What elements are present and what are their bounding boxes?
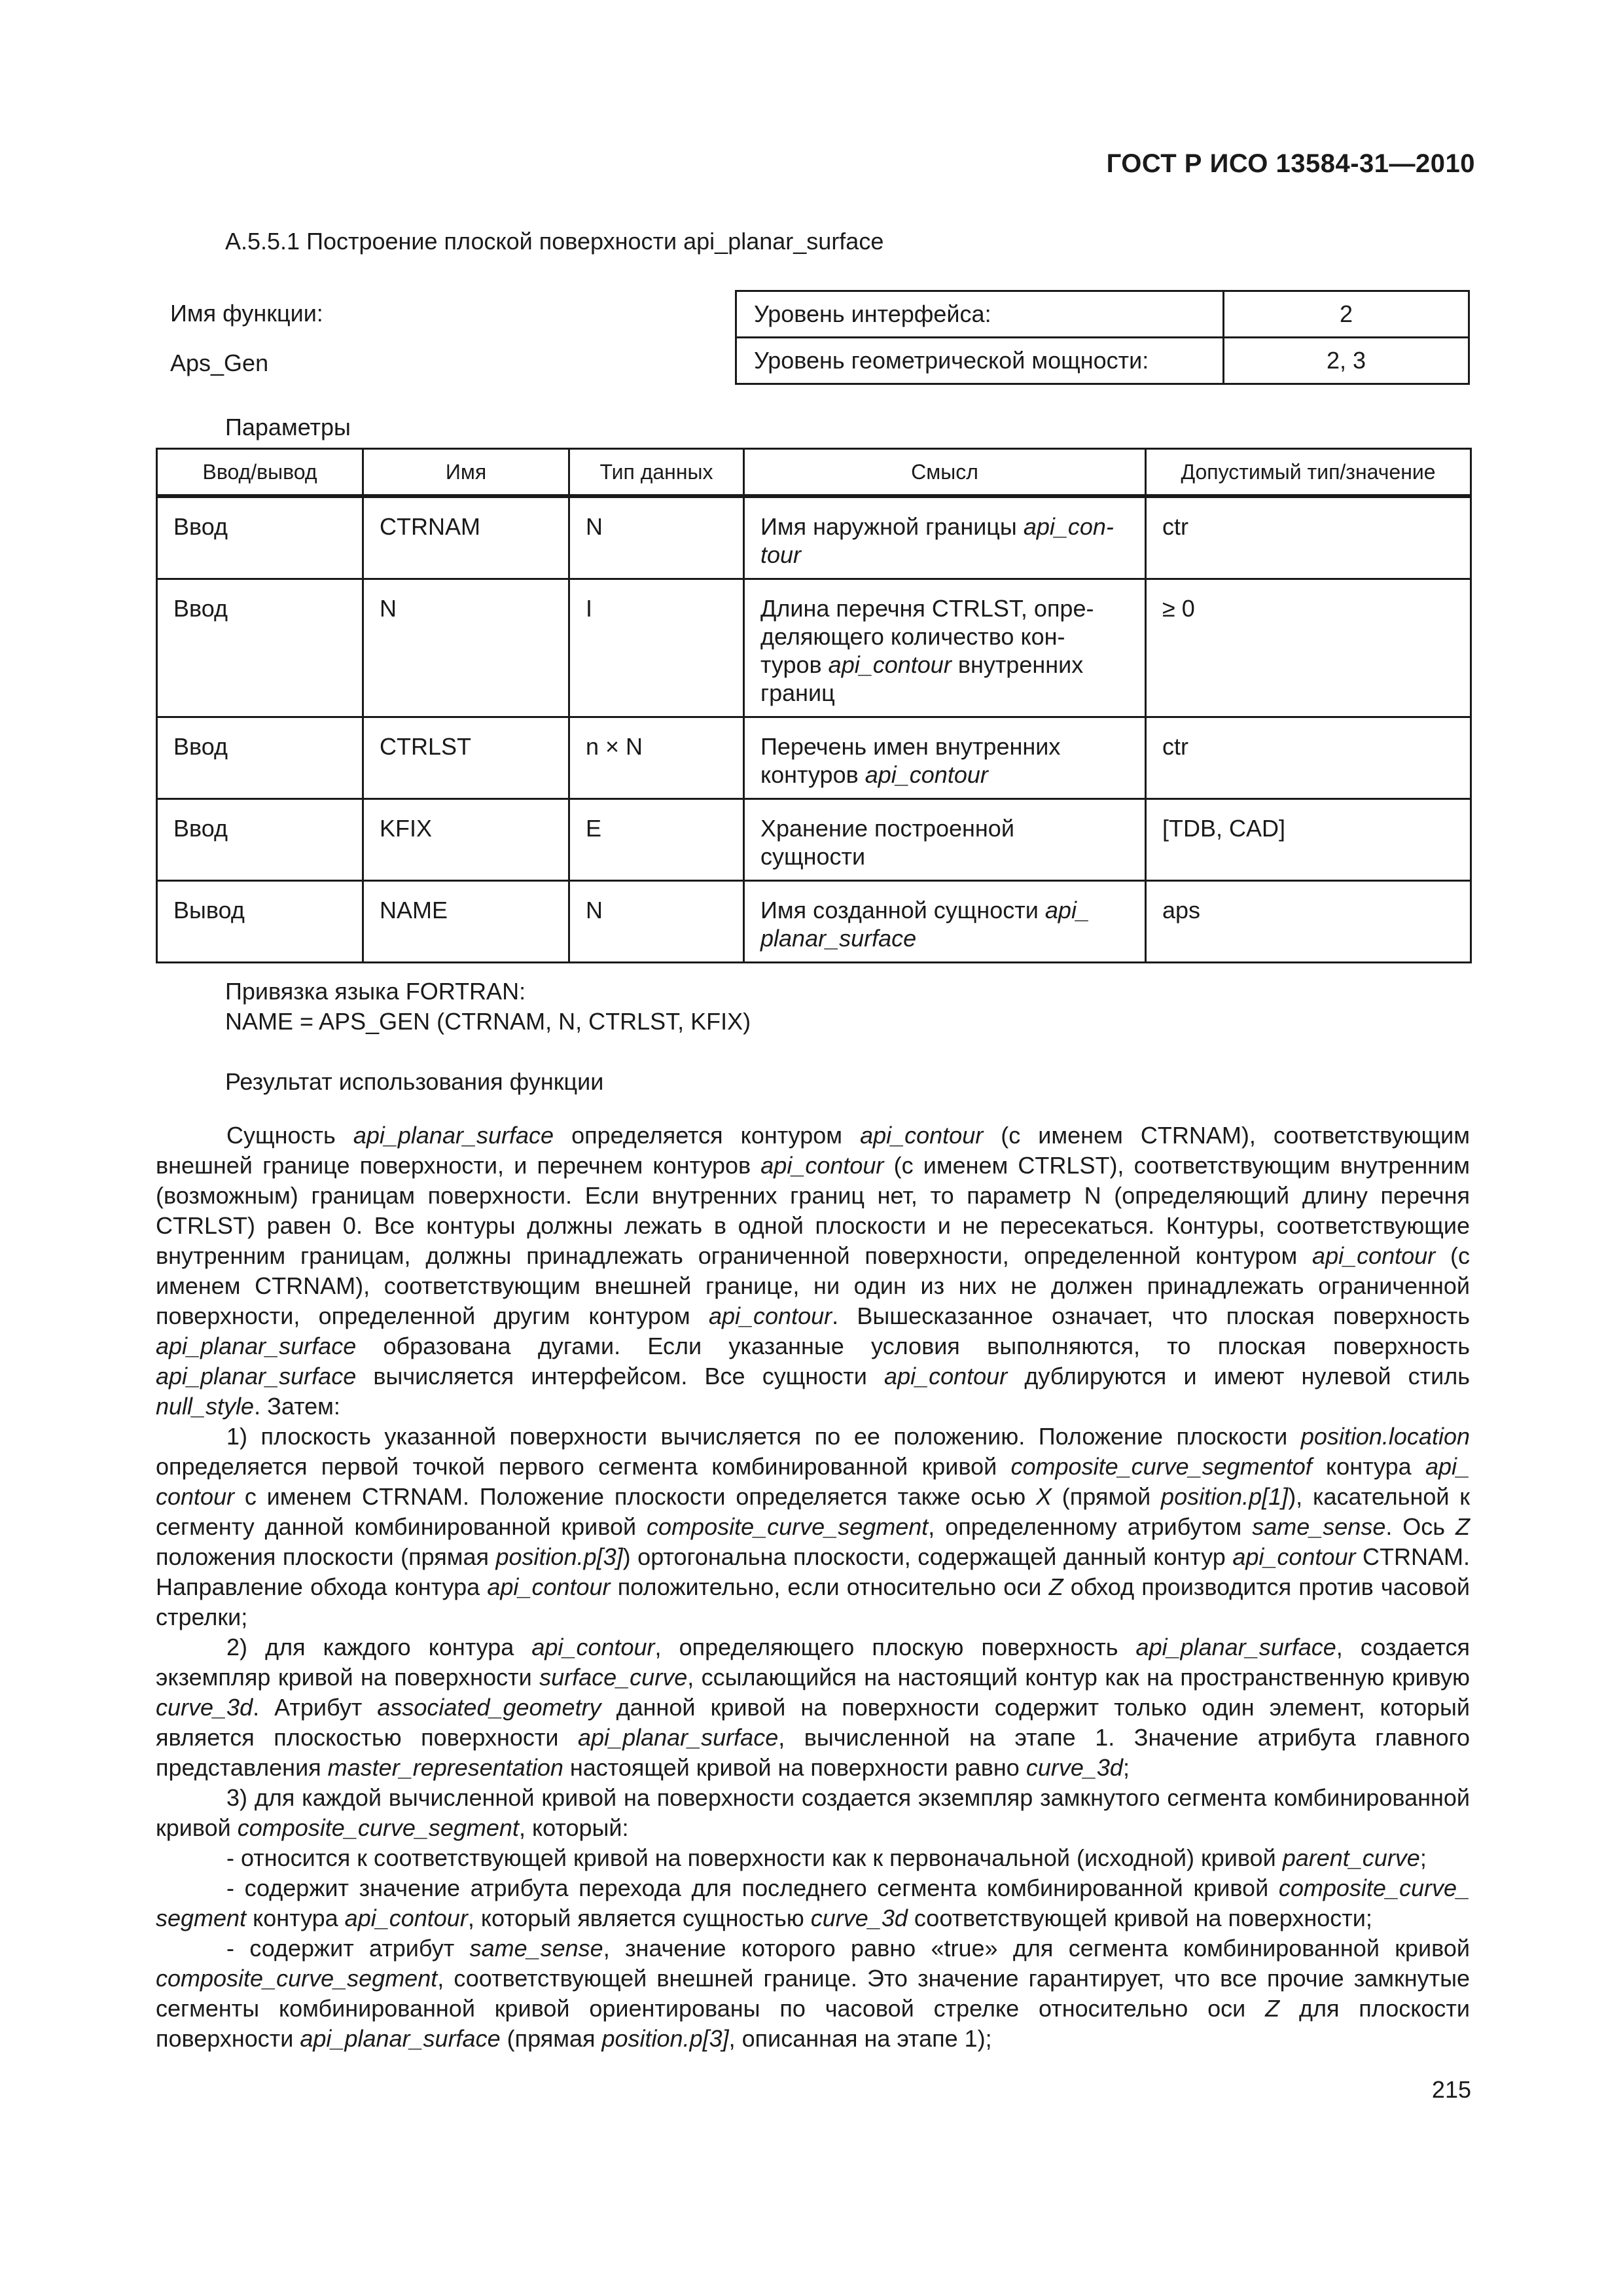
cell-type: N: [569, 496, 744, 579]
interface-level-label: Уровень интерфейса:: [736, 291, 1224, 338]
cell-io: Вывод: [157, 881, 363, 963]
table-row: [157, 579, 1471, 717]
function-name-value: Aps_Gen: [170, 350, 269, 376]
cell-meaning: Имя наружной границы api_con- tour: [744, 496, 1146, 579]
header-io: Ввод/вывод: [157, 449, 363, 497]
binding-label: Привязка языка FORTRAN:: [225, 978, 526, 1005]
cell-name: N: [363, 579, 569, 717]
body-paragraph: - содержит значение атрибута перехода для последнего сегмента комбинированной кривой composite_curve_ segment контура api_contour, который является сущностью curve_3d соответствующей кривой на поверхности;: [156, 1874, 1470, 1931]
table-row: [736, 291, 1469, 338]
cell-allowed: ctr: [1146, 496, 1471, 579]
body-paragraph: - содержит атрибут same_sense, значение которого равно «true» для сегмента комбинированной кривой composite_curve_segment, соответствующей внешней границе. Это значение гарантирует, что все прочие замкнутые сегменты комбинированной кривой ориентированы по часовой стрелке относительно оси Z для плоскости поверхности api_planar_surface (прямая position.p[3], описанная на этапе 1);: [156, 1935, 1471, 2052]
header-meaning: Смысл: [744, 449, 1146, 497]
table-row: [157, 799, 1471, 881]
interface-level-value: 2: [1224, 291, 1469, 338]
cell-io: Ввод: [157, 799, 363, 881]
params-label: Параметры: [225, 414, 351, 440]
table-row: [157, 881, 1471, 963]
body-paragraph: - относится к соответствующей кривой на поверхности как к первоначальной (исходной) кривой parent_curve;: [226, 1844, 1427, 1871]
section-title: А.5.5.1 Построение плоской поверхности api_planar_surface: [225, 228, 884, 255]
cell-name: CTRNAM: [363, 496, 569, 579]
table-row: [157, 717, 1471, 799]
geometric-level-value: 2, 3: [1224, 338, 1469, 384]
body-paragraph: 1) плоскость указанной поверхности вычисляется по ее положению. Положение плоскости position.location определяется первой точкой первого сегмента комбинированной кривой composite_curve_segmentof контура api_ contour с именем CTRNAM. Положение плоскости определяется также осью X (прямой position.p[1]), касательной к сегменту данной комбинированной кривой composite_curve_segment, определенному атрибутом same_sense. Ось Z положения плоскости (прямая position.p[3]) ортогональна плоскости, содержащей данный контур api_contour CTRNAM. Направление обхода контура api_contour положительно, если относительно оси Z обход производится против часовой стрелки;: [156, 1423, 1471, 1630]
cell-type: n × N: [569, 717, 744, 799]
cell-meaning: Хранение построенной сущности: [744, 799, 1146, 881]
cell-type: I: [569, 579, 744, 717]
cell-io: Ввод: [157, 579, 363, 717]
body-text: [156, 1121, 1470, 2054]
cell-type: E: [569, 799, 744, 881]
cell-io: Ввод: [157, 717, 363, 799]
table-row: [736, 338, 1469, 384]
header-type: Тип данных: [569, 449, 744, 497]
body-paragraph: 3) для каждой вычисленной кривой на поверхности создается экземпляр замкнутого сегмента комбинированной кривой composite_curve_segment, который:: [156, 1784, 1470, 1841]
params-header-row: [157, 449, 1471, 497]
cell-allowed: ctr: [1146, 717, 1471, 799]
cell-type: N: [569, 881, 744, 963]
cell-io: Ввод: [157, 496, 363, 579]
cell-meaning: Имя созданной сущности api_ planar_surface: [744, 881, 1146, 963]
header-allowed: Допустимый тип/значение: [1146, 449, 1471, 497]
cell-name: CTRLST: [363, 717, 569, 799]
geometric-level-label: Уровень геометрической мощности:: [736, 338, 1224, 384]
params-table: [156, 448, 1472, 963]
result-label: Результат использования функции: [225, 1068, 604, 1095]
cell-name: NAME: [363, 881, 569, 963]
params-body: [157, 496, 1471, 963]
body-paragraph: 2) для каждого контура api_contour, определяющего плоскую поверхность api_planar_surface, создается экземпляр кривой на поверхности surface_curve, ссылающийся на настоящий контур как на пространственную кривую curve_3d. Атрибут associated_geometry данной кривой на поверхности содержит только один элемент, который является плоскостью поверхности api_planar_surface, вычисленной на этапе 1. Значение атрибута главного представления master_representation настоящей кривой на поверхности равно curve_3d;: [156, 1634, 1470, 1781]
cell-name: KFIX: [363, 799, 569, 881]
cell-meaning: Перечень имен внутренних контуров api_contour: [744, 717, 1146, 799]
cell-meaning: Длина перечня CTRLST, опре- деляющего количество кон- туров api_contour внутренних границ: [744, 579, 1146, 717]
standard-designation: ГОСТ Р ИСО 13584-31—2010: [1106, 149, 1475, 178]
function-info-table: [735, 290, 1470, 385]
header-name: Имя: [363, 449, 569, 497]
cell-allowed: aps: [1146, 881, 1471, 963]
cell-allowed: [TDB, CAD]: [1146, 799, 1471, 881]
binding-code: NAME = APS_GEN (CTRNAM, N, CTRLST, KFIX): [225, 1008, 751, 1035]
table-row: [157, 496, 1471, 579]
function-name-label: Имя функции:: [170, 300, 323, 327]
body-paragraph: Сущность api_planar_surface определяется контуром api_contour (с именем CTRNAM), соответствующим внешней границе поверхности, и перечнем контуров api_contour (с именем CTRLST), соответствующим внутренним (возможным) границам поверхности. Если внутренних границ нет, то параметр N (определяющий длину перечня CTRLST) равен 0. Все контуры должны лежать в одной плоскости и не пересекаться. Контуры, соответствующие внутренним границам, должны принадлежать ограниченной поверхности, определенной контуром api_contour (с именем CTRNAM), соответствующим внешней границе, ни один из них не должен принадлежать ограниченной поверхности, определенной другим контуром api_contour. Вышесказанное означает, что плоская поверхность api_planar_surface образована дугами. Если указанные условия выполняются, то плоская поверхность api_planar_surface вычисляется интерфейсом. Все сущности api_contour дублируются и имеют нулевой стиль null_style. Затем:: [156, 1122, 1470, 1420]
page-number: 215: [1431, 2076, 1471, 2103]
cell-allowed: ≥ 0: [1146, 579, 1471, 717]
